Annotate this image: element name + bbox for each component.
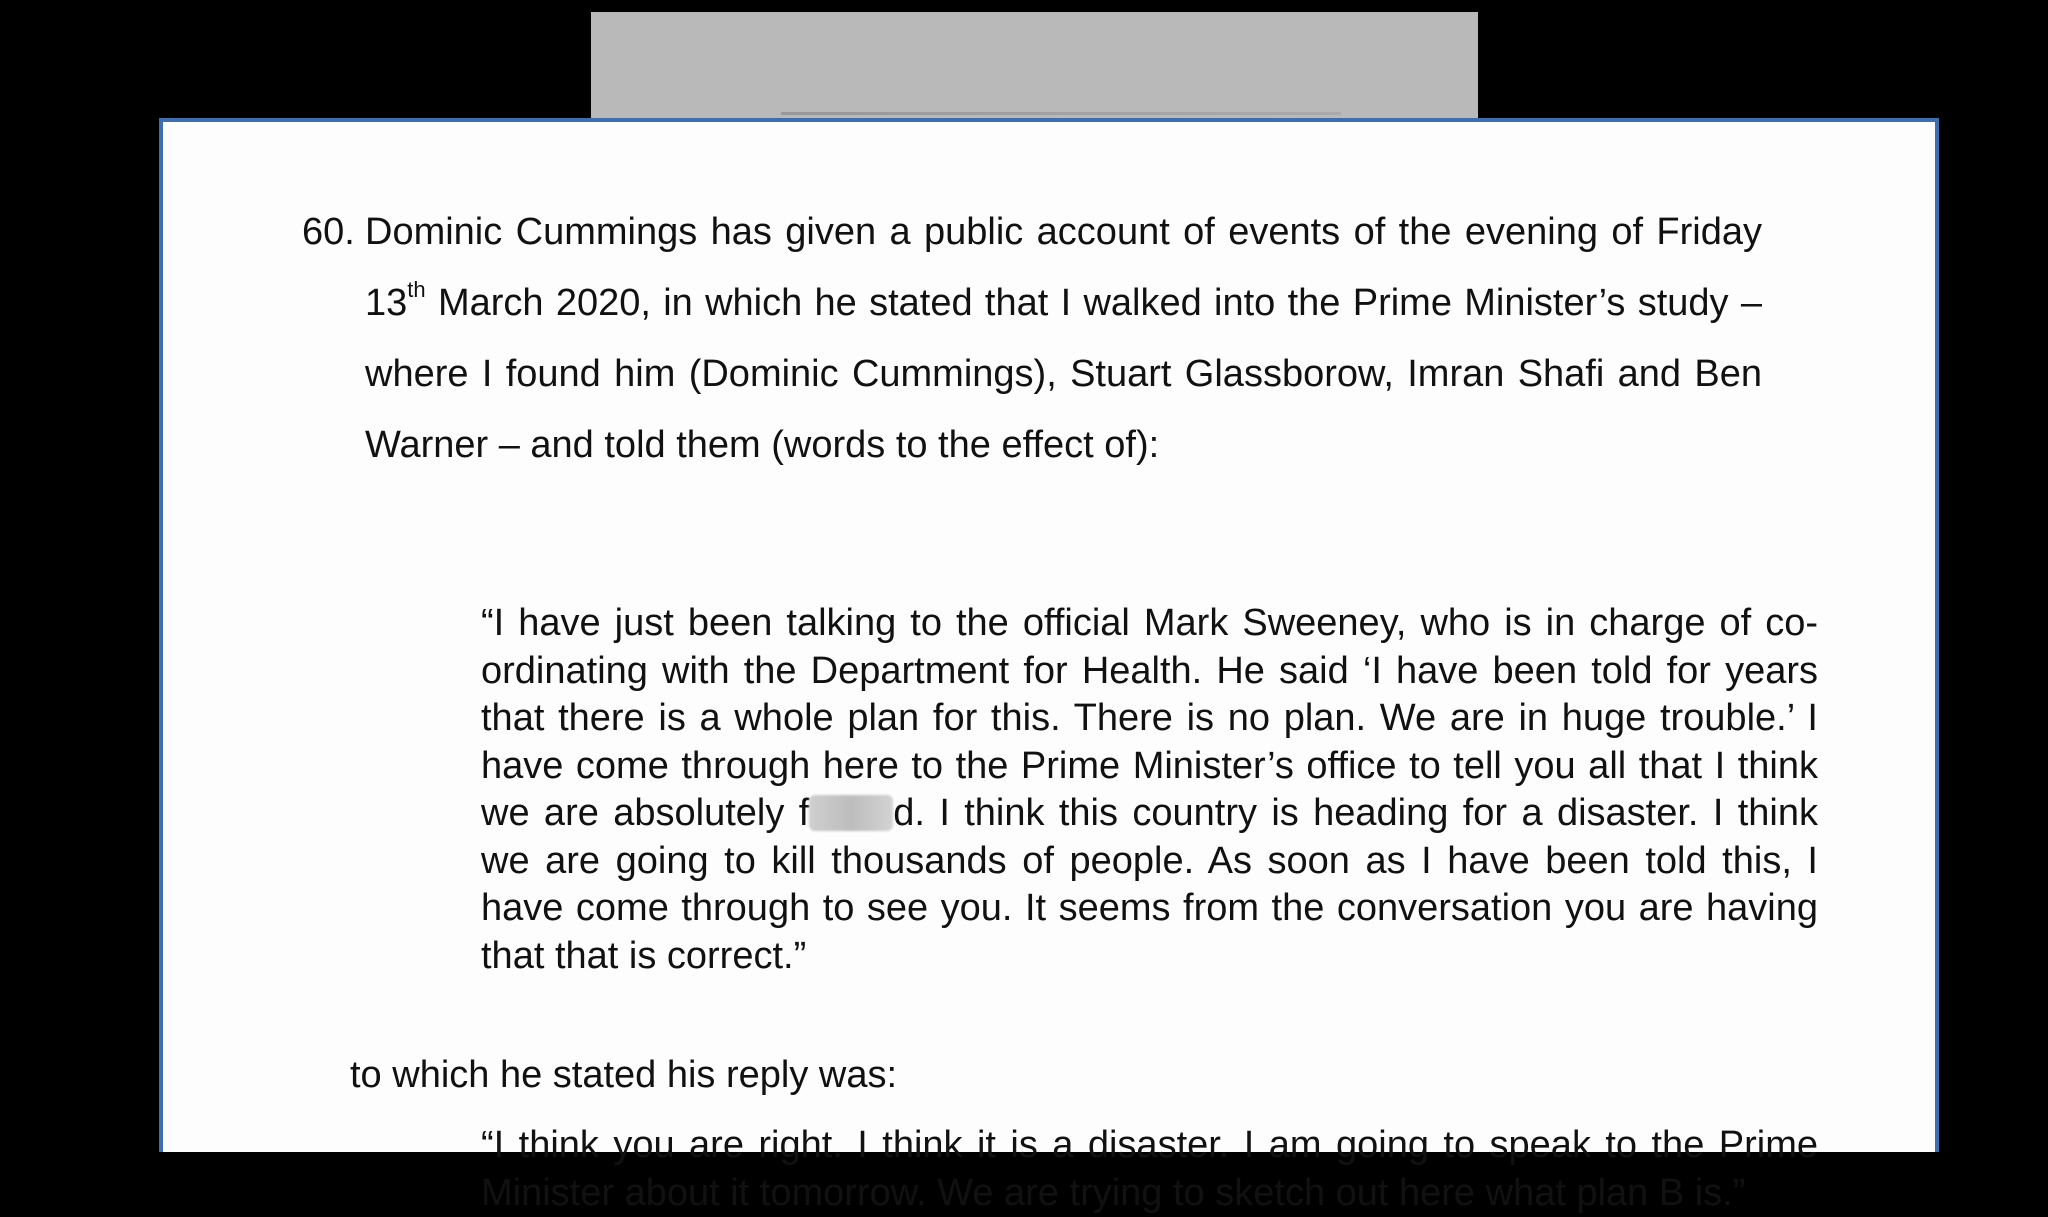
redaction-blur <box>809 795 893 831</box>
background-document-page <box>591 12 1478 124</box>
paragraph-60 <box>302 197 1762 481</box>
quoted-statement <box>481 600 1818 980</box>
quote-text-end: d. I think this country is heading for a disaster. I think we are going to kill thousands of people. As soon as I have been told this, I have come through to see you. It seems from the conversation you are having that that is correct.” <box>481 792 1819 977</box>
reply-intro: to which he stated his reply was: <box>350 1054 898 1096</box>
paragraph-text-start: Dominic Cummings has given a public account of events of the evening of Friday 13 <box>365 211 1762 324</box>
quoted-reply: “I think you are right. I think it is a disaster. I am going to speak to the Prime Minister about it tomorrow. We are trying to sketch out here what plan B is.” <box>481 1124 1818 1214</box>
ordinal-superscript: th <box>407 277 426 302</box>
quote-text-start: “I have just been talking to the official Mark Sweeney, who is in charge of co-ordinating with the Department for Health. He said ‘I have been told for years that there is a whole plan for this. There is no plan. We are in huge trouble.’ I have come through here to the Prime Minister’s office to tell you all that I think we are absolutely f <box>481 602 1818 834</box>
paragraph-number: 60. <box>302 211 355 253</box>
document-viewer-window <box>159 118 1939 1214</box>
illegible-text-line <box>781 112 1341 115</box>
paragraph-text <box>365 197 1762 481</box>
document-page <box>163 122 1935 1214</box>
paragraph-text-end: March 2020, in which he stated that I walked into the Prime Minister’s study – where I found him (Dominic Cummings), Stuart Glassborow, Imran Shafi and Ben Warner – and told them (words to the effect of): <box>365 282 1762 466</box>
